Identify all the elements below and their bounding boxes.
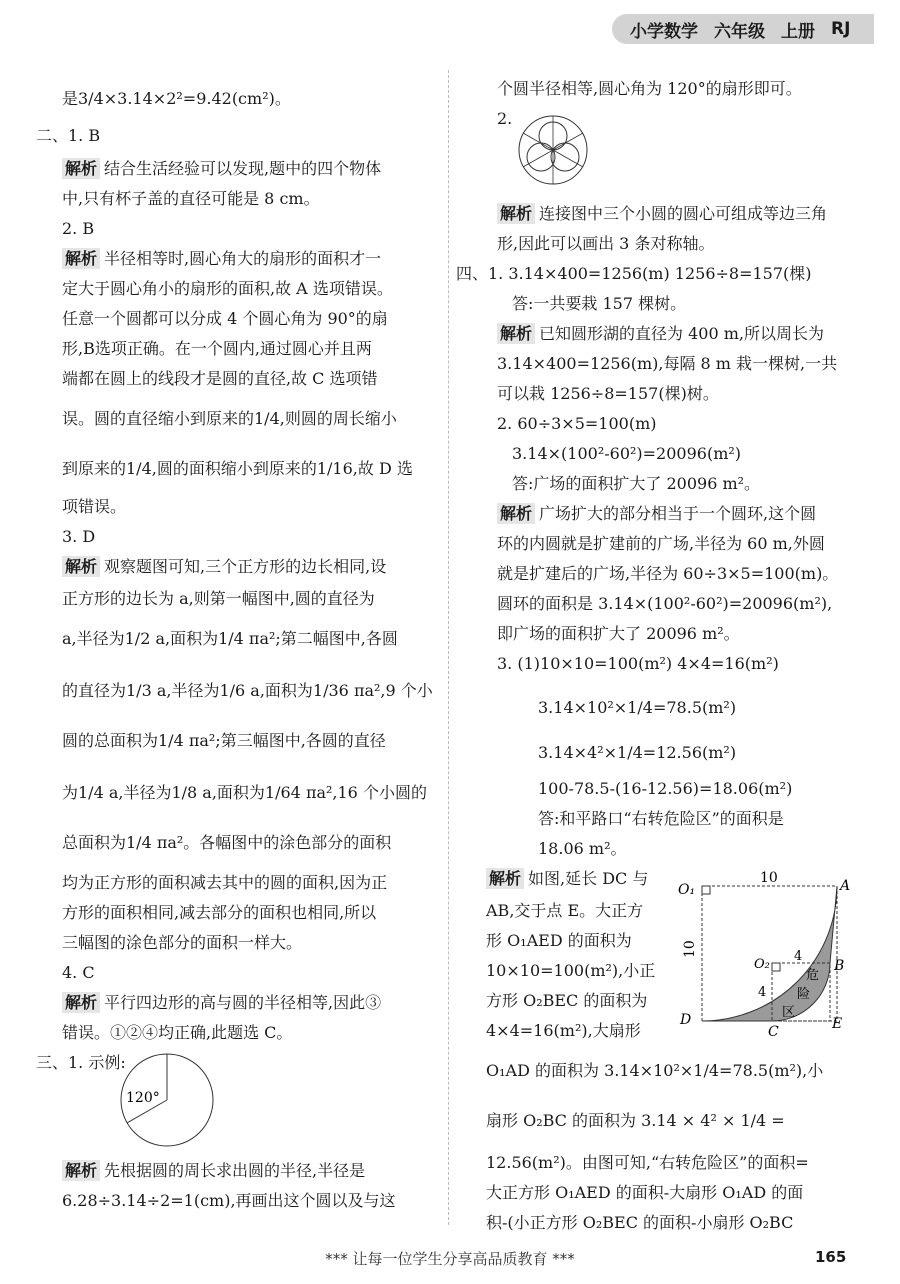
- svg-text:A: A: [840, 878, 851, 894]
- line-text: 结合生活经验可以发现,题中的四个物体: [104, 159, 382, 178]
- analysis-tag: 解析: [497, 203, 535, 224]
- line-text: 圆环的面积是 3.14×(100²-60²)=20096(m²),: [497, 594, 833, 613]
- line-text: 观察题图可知,三个正方形的边长相同,设: [104, 557, 387, 576]
- line-text: 正方形的边长为 a,则第一幅图中,圆的直径为: [62, 589, 375, 608]
- text-line: [62, 368, 378, 390]
- text-line: [497, 353, 837, 375]
- header-subject: 小学数学: [630, 21, 698, 42]
- svg-text:险: 险: [797, 987, 811, 1002]
- svg-text:10: 10: [760, 870, 778, 886]
- line-text: 二、1. B: [36, 126, 101, 145]
- line-text: 中,只有杯子盖的直径可能是 8 cm。: [62, 189, 320, 208]
- three-circles-figure: [513, 112, 593, 188]
- text-line: [62, 1190, 396, 1212]
- line-text: 如图,延长 DC 与: [528, 869, 649, 888]
- text-line: [497, 503, 816, 525]
- text-line: [62, 962, 95, 984]
- line-text: 广场扩大的部分相当于一个圆环,这个圆: [539, 504, 817, 523]
- text-line: [486, 930, 632, 952]
- line-text: 3.14×4²×1/4=12.56(m²): [538, 743, 737, 762]
- analysis-tag: 解析: [62, 248, 100, 269]
- text-line: [62, 588, 375, 610]
- text-line: [538, 697, 736, 719]
- text-line: [538, 778, 792, 800]
- analysis-tag: 解析: [62, 1160, 100, 1181]
- svg-text:O₂: O₂: [754, 957, 770, 972]
- text-line: [497, 108, 512, 130]
- line-text: 大正方形 O₁AED 的面积-大扇形 O₁AD 的面: [486, 1183, 804, 1202]
- line-text: 答:一共要栽 157 棵树。: [512, 294, 687, 313]
- line-text: 可以栽 1256÷8=157(棵)树。: [497, 384, 719, 403]
- line-text: 四、1. 3.14×400=1256(m) 1256÷8=157(棵): [456, 264, 812, 283]
- line-text: 方形的面积相同,减去部分的面积也相同,所以: [62, 903, 377, 922]
- text-line: [497, 383, 719, 405]
- line-text: 是3/4×3.14×2²=9.42(cm²)。: [62, 89, 291, 108]
- text-line: [497, 413, 656, 435]
- svg-text:C: C: [768, 1024, 779, 1038]
- text-line: [497, 623, 740, 645]
- text-line: [62, 782, 427, 804]
- line-text: 12.56(m²)。由图可知,“右转危险区”的面积=: [486, 1153, 809, 1172]
- text-line: [62, 248, 381, 270]
- text-line: [538, 742, 736, 764]
- svg-text:4: 4: [794, 949, 803, 964]
- header-edition: RJ: [831, 19, 851, 39]
- text-line: [62, 408, 397, 430]
- text-line: [512, 473, 760, 495]
- analysis-tag: 解析: [497, 503, 535, 524]
- line-text: 任意一个圆都可以分成 4 个圆心角为 90°的扇: [62, 309, 388, 328]
- line-text: 10×10=100(m²),小正: [486, 961, 656, 980]
- line-text: 先根据圆的周长求出圆的半径,半径是: [104, 1161, 366, 1180]
- line-text: 定大于圆心角小的扇形的面积,故 A 选项错误。: [62, 279, 393, 298]
- text-line: [512, 293, 686, 315]
- text-line: [486, 1182, 803, 1204]
- line-text: 端都在圆上的线段才是圆的直径,故 C 选项错: [62, 369, 378, 388]
- text-line: [486, 900, 643, 922]
- line-text: 形,B选项正确。在一个圆内,通过圆心并且两: [62, 339, 372, 358]
- text-line: [62, 158, 381, 180]
- text-line: [36, 125, 100, 147]
- line-text: 平行四边形的高与圆的半径相等,因此③: [104, 993, 382, 1012]
- text-line: [62, 526, 95, 548]
- analysis-tag: 解析: [62, 556, 100, 577]
- text-line: [62, 730, 386, 752]
- line-text: 三幅图的涂色部分的面积一样大。: [62, 933, 303, 952]
- line-text: 半径相等时,圆心角大的扇形的面积才一: [104, 249, 382, 268]
- line-text: 连接图中三个小圆的圆心可组成等边三角: [539, 204, 828, 223]
- line-text: AB,交于点 E。大正方: [486, 901, 644, 920]
- column-divider: [448, 70, 449, 1225]
- line-text: 2. 60÷3×5=100(m): [497, 414, 657, 433]
- line-text: 均为正方形的面积减去其中的圆的面积,因为正: [62, 873, 388, 892]
- line-text: 4. C: [62, 963, 95, 982]
- line-text: 三、1. 示例:: [36, 1053, 126, 1072]
- header-volume: 上册: [781, 21, 815, 42]
- text-line: [497, 533, 825, 555]
- line-text: 3.14×400=1256(m),每隔 8 m 栽一棵树,一共: [497, 354, 838, 373]
- text-line: [486, 1060, 823, 1082]
- footer-slogan: *** 让每一位学生分享高品质教育 ***: [325, 1250, 575, 1268]
- analysis-tag: 解析: [62, 992, 100, 1013]
- line-text: 形,因此可以画出 3 条对称轴。: [497, 234, 715, 253]
- text-line: [486, 868, 648, 890]
- text-line: [62, 1160, 365, 1182]
- text-line: [62, 188, 320, 210]
- text-line: [497, 323, 824, 345]
- text-line: [62, 308, 388, 330]
- text-line: [62, 338, 372, 360]
- text-line: [486, 960, 655, 982]
- text-line: [512, 443, 741, 465]
- line-text: 环的内圆就是扩建前的广场,半径为 60 m,外圆: [497, 534, 825, 553]
- text-line: [62, 628, 398, 650]
- line-text: 3. (1)10×10=100(m²) 4×4=16(m²): [497, 654, 779, 673]
- svg-text:10: 10: [682, 940, 698, 958]
- text-line: [62, 1022, 292, 1044]
- line-text: 积-(小正方形 O₂BEC 的面积-小扇形 O₂BC: [486, 1213, 794, 1232]
- text-line: [497, 653, 779, 675]
- line-text: 100-78.5-(16-12.56)=18.06(m²): [538, 779, 793, 798]
- text-line: [62, 218, 94, 240]
- line-text: 3. D: [62, 527, 96, 546]
- line-text: 6.28÷3.14÷2=1(cm),再画出这个圆以及与这: [62, 1191, 396, 1210]
- line-text: 3.14×(100²-60²)=20096(m²): [512, 444, 742, 463]
- shaded-region: [702, 886, 837, 1021]
- line-text: O₁AD 的面积为 3.14×10²×1/4=78.5(m²),小: [486, 1061, 824, 1080]
- line-text: 答:和平路口“右转危险区”的面积是: [538, 809, 784, 828]
- svg-text:O₁: O₁: [678, 882, 696, 898]
- text-line: [62, 832, 391, 854]
- line-text: 个圆半径相等,圆心角为 120°的扇形即可。: [497, 79, 802, 98]
- line-text: 18.06 m²。: [538, 839, 627, 858]
- line-text: 错误。①②④均正确,此题选 C。: [62, 1023, 293, 1042]
- text-line: [62, 278, 393, 300]
- text-line: [486, 1020, 641, 1042]
- text-line: [538, 808, 784, 830]
- line-text: 3.14×10²×1/4=78.5(m²): [538, 698, 737, 717]
- analysis-tag: 解析: [62, 158, 100, 179]
- text-line: [538, 838, 626, 860]
- danger-zone-figure: [672, 868, 862, 1038]
- line-text: 答:广场的面积扩大了 20096 m²。: [512, 474, 761, 493]
- text-line: [497, 78, 802, 100]
- analysis-tag: 解析: [486, 868, 524, 889]
- line-text: 方形 O₂BEC 的面积为: [486, 991, 648, 1010]
- page-header: [612, 14, 874, 44]
- svg-text:4: 4: [758, 985, 767, 1000]
- line-text: 到原来的1/4,圆的面积缩小到原来的1/16,故 D 选: [62, 459, 413, 478]
- text-line: [486, 1212, 793, 1234]
- svg-text:危: 危: [806, 968, 820, 983]
- analysis-tag: 解析: [497, 323, 535, 344]
- text-line: [62, 902, 376, 924]
- line-text: 为1/4 a,半径为1/8 a,面积为1/64 πa²,16 个小圆的: [62, 783, 427, 802]
- page-number: 165: [815, 1248, 847, 1266]
- text-line: [486, 1110, 785, 1132]
- line-text: a,半径为1/2 a,面积为1/4 πa²;第二幅图中,各圆: [62, 629, 398, 648]
- text-line: [486, 990, 647, 1012]
- text-line: [497, 593, 832, 615]
- line-text: 形 O₁AED 的面积为: [486, 931, 632, 950]
- line-text: 就是扩建后的广场,半径为 60÷3×5=100(m)。: [497, 564, 839, 583]
- text-line: [486, 1152, 809, 1174]
- header-grade: 六年级: [714, 21, 765, 42]
- svg-text:区: 区: [782, 1005, 796, 1020]
- angle-label: 120°: [126, 1090, 160, 1106]
- line-text: 的直径为1/3 a,半径为1/6 a,面积为1/36 πa²,9 个小: [62, 681, 433, 700]
- svg-text:E: E: [832, 1016, 843, 1032]
- text-line: [497, 233, 714, 255]
- line-text: 总面积为1/4 πa²。各幅图中的涂色部分的面积: [62, 833, 392, 852]
- line-text: 项错误。: [62, 497, 127, 516]
- text-line: [62, 88, 291, 110]
- svg-text:B: B: [834, 958, 845, 974]
- text-line: [456, 263, 812, 285]
- line-text: 已知圆形湖的直径为 400 m,所以周长为: [539, 324, 824, 343]
- line-text: 4×4=16(m²),大扇形: [486, 1021, 641, 1040]
- line-text: 2. B: [62, 219, 95, 238]
- text-line: [62, 458, 413, 480]
- text-line: [62, 680, 433, 702]
- text-line: [497, 203, 827, 225]
- line-text: 即广场的面积扩大了 20096 m²。: [497, 624, 740, 643]
- text-line: [62, 872, 387, 894]
- line-text: 扇形 O₂BC 的面积为 3.14 × 4² × 1/4 =: [486, 1111, 785, 1130]
- text-line: [497, 563, 838, 585]
- sector-example-figure: [112, 1050, 222, 1150]
- line-text: 圆的总面积为1/4 πa²;第三幅图中,各圆的直径: [62, 731, 386, 750]
- text-line: [62, 556, 386, 578]
- text-line: [62, 992, 381, 1014]
- text-line: [62, 496, 126, 518]
- line-text: 2.: [497, 109, 513, 128]
- svg-text:D: D: [680, 1012, 692, 1028]
- line-text: 误。圆的直径缩小到原来的1/4,则圆的周长缩小: [62, 409, 397, 428]
- text-line: [62, 932, 302, 954]
